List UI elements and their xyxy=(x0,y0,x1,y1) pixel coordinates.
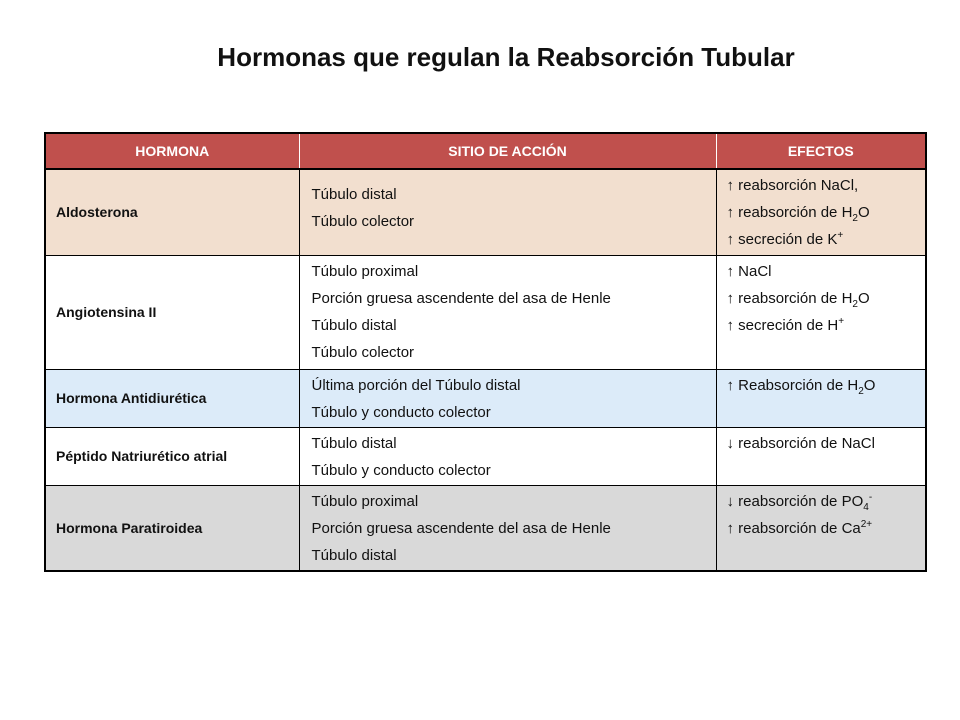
effect-line: ↑ Reabsorción de $H_2O$ xyxy=(726,376,876,397)
effect-line: ↑ secreción de H+ xyxy=(726,315,845,334)
site-cell xyxy=(299,427,716,485)
site-line: Túbulo proximal xyxy=(311,262,419,280)
effect-line: ↓ reabsorción de $PO_4^-$ xyxy=(726,491,873,513)
effect-line: ↑ secreción de K+ xyxy=(726,230,844,248)
effect-line: ↓ reabsorción de NaCl xyxy=(726,434,875,452)
table-row-paratiroidea xyxy=(45,485,926,571)
effects-cell xyxy=(716,485,926,571)
site-line: Última porción del Túbulo distal xyxy=(311,376,521,394)
table-row-antidiuretica xyxy=(45,369,926,427)
site-line: Túbulo distal xyxy=(311,546,397,564)
effect-line: ↑ reabsorción de $H_2O$ xyxy=(726,204,870,224)
hormone-name: Hormona Antidiurética xyxy=(45,369,299,427)
effect-line: ↑ reabsorción de $H_2O$ xyxy=(726,289,870,310)
site-line: Túbulo distal xyxy=(311,434,397,452)
hormone-name: Aldosterona xyxy=(45,169,299,255)
effects-cell xyxy=(716,255,926,369)
site-line: Túbulo distal xyxy=(311,316,397,334)
site-line: Túbulo colector xyxy=(311,213,415,230)
effects-cell xyxy=(716,427,926,485)
hormone-name: Hormona Paratiroidea xyxy=(45,485,299,571)
effect-line: ↑ reabsorción de $Ca^{2+}$ xyxy=(726,518,873,537)
site-line: Túbulo colector xyxy=(311,343,415,361)
site-cell xyxy=(299,485,716,571)
hormone-name: Péptido Natriurético atrial xyxy=(45,427,299,485)
table-row-aldosterona xyxy=(45,169,926,255)
table-row-natriuretico xyxy=(45,427,926,485)
header-efectos: EFECTOS xyxy=(716,133,926,169)
header-sitio-de-accion: SITIO DE ACCIÓN xyxy=(299,133,716,169)
site-line: Túbulo y conducto colector xyxy=(311,403,491,421)
table-header-row xyxy=(45,133,926,169)
hormone-name: Angiotensina II xyxy=(45,255,299,369)
table-row-angiotensina xyxy=(45,255,926,369)
page-title: Hormonas que regulan la Reabsorción Tubular xyxy=(217,42,795,72)
site-cell xyxy=(299,369,716,427)
effects-cell xyxy=(716,369,926,427)
effect-line: ↑ reabsorción NaCl, xyxy=(726,177,859,194)
site-line: Porción gruesa ascendente del asa de Henle xyxy=(311,519,611,537)
effects-cell xyxy=(716,169,926,255)
site-line: Túbulo proximal xyxy=(311,492,419,510)
site-cell xyxy=(299,255,716,369)
site-line: Túbulo y conducto colector xyxy=(311,461,491,479)
site-line: Porción gruesa ascendente del asa de Henle xyxy=(311,289,611,307)
site-line: Túbulo distal xyxy=(311,186,397,203)
hormones-table xyxy=(44,132,927,572)
site-cell xyxy=(299,169,716,255)
effect-line: ↑ NaCl xyxy=(726,262,772,280)
header-hormona: HORMONA xyxy=(45,133,299,169)
